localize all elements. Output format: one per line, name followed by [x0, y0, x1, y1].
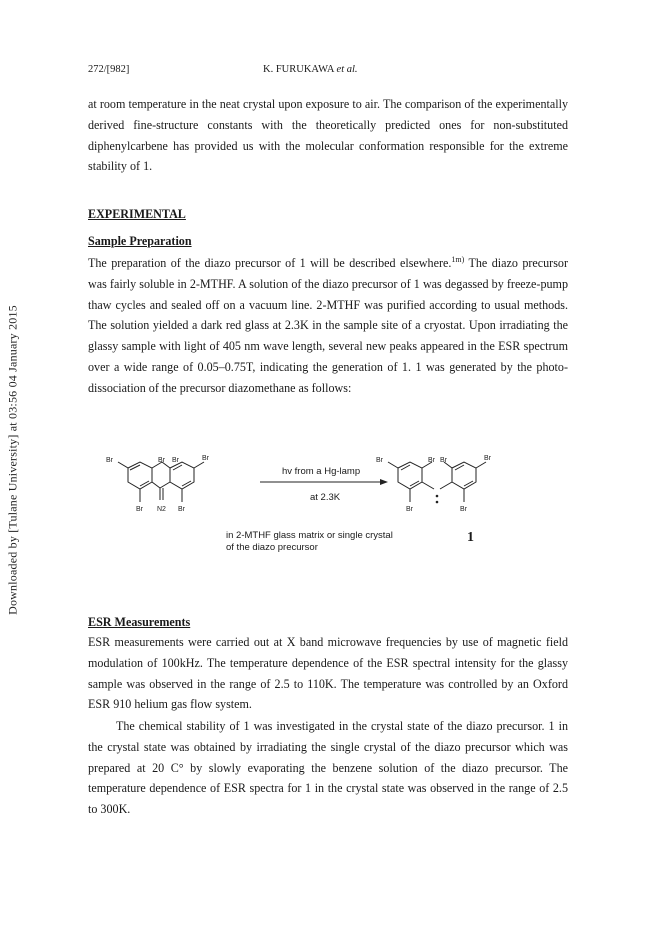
br-label: Br — [484, 455, 491, 462]
matrix-note — [226, 530, 426, 554]
experimental-heading: EXPERIMENTAL — [88, 207, 186, 221]
matrix-note-line-1: in 2-MTHF glass matrix or single crystal — [226, 530, 393, 541]
sample-preparation-paragraph — [88, 250, 568, 399]
running-head-authors — [263, 64, 358, 75]
sample-prep-text-b: The diazo precursor was fairly soluble in 2-MTHF. A solution of the diazo precursor of 1 was degassed by freeze-pump thaw cycles and sealed off on a vacuum line. 2-MTHF was purified according to usual methods. The solution yielded a dark red glass at 2.3K in the sample site of a cryostat. Upon irradiating the glassy sample with light of 405 nm wave length, several new peaks appeared in the ESR spectrum over a wide range of 0.05–0.75T, indicating the generation of 1. 1 was generated by the photo-dissociation of the precursor diazomethane as follows: — [88, 256, 568, 395]
br-label: Br — [158, 457, 165, 464]
reaction-scheme — [100, 448, 560, 578]
matrix-note-line-2: of the diazo precursor — [226, 542, 318, 553]
br-label: Br — [106, 457, 113, 464]
compound-label: 1 — [467, 530, 474, 545]
br-label: Br — [460, 506, 467, 513]
br-label: Br — [428, 457, 435, 464]
esr-paragraph-1: ESR measurements were carried out at X band microwave frequencies by use of magnetic field modulation of 100kHz. The temperature dependence of the ESR spectral intensity for the glassy sample was observed in the range of 2.5 to 110K. The temperature was controlled by an Oxford ESR 910 helium gas flow system. — [88, 635, 568, 712]
esr-paragraph-2: The chemical stability of 1 was investigated in the crystal state of the diazo precursor. 1 in the crystal state was obtained by irradiating the single crystal of the diazo precursor which was prepared at 20 C° by slowly evaporating the benzene solution of the diazo precursor. The temperature dependence of ESR spectra for 1 in the crystal state was observed in the range of 2.5 to 300K. — [88, 719, 568, 817]
ring-a — [128, 462, 152, 489]
br-label: Br — [202, 455, 209, 462]
n2-label: N2 — [157, 506, 166, 513]
running-head — [88, 64, 568, 80]
br-label: Br — [136, 506, 143, 513]
reference-superscript: 1m) — [451, 255, 465, 264]
ring-d — [452, 462, 476, 489]
br-label: Br — [178, 506, 185, 513]
reaction-arrowhead — [380, 479, 388, 485]
author-name: K. FURUKAWA — [263, 64, 334, 75]
br-label: Br — [376, 457, 383, 464]
et-al: et al. — [336, 64, 358, 75]
carbene-dot — [436, 501, 439, 504]
download-watermark-text: Downloaded by [Tulane University] at 03:56 04 January 2015 — [5, 305, 20, 615]
br-label: Br — [440, 457, 447, 464]
page-number: 272/[982] — [88, 64, 130, 75]
carbene-dot — [436, 495, 439, 498]
reaction-condition-light: hv from a Hg-lamp — [282, 466, 361, 477]
sample-prep-text-a: The preparation of the diazo precursor of 1 will be described elsewhere. — [88, 256, 452, 271]
esr-measurements-heading: ESR Measurements — [88, 615, 191, 629]
reaction-condition-temperature: at 2.3K — [310, 492, 341, 503]
download-watermark — [0, 270, 26, 650]
ring-c — [398, 462, 422, 489]
br-label: Br — [172, 457, 179, 464]
reaction-scheme-drawing — [100, 448, 560, 528]
br-label: Br — [406, 506, 413, 513]
intro-paragraph: at room temperature in the neat crystal upon exposure to air. The comparison of the experimentally derived fine-structure constants with the theoretically predicted ones for non-substituted diphenylcarbene has provided us with the molecular conformation responsible for the extreme stability of 1. — [88, 97, 568, 174]
sample-preparation-heading: Sample Preparation — [88, 234, 192, 248]
ring-b — [170, 462, 194, 489]
